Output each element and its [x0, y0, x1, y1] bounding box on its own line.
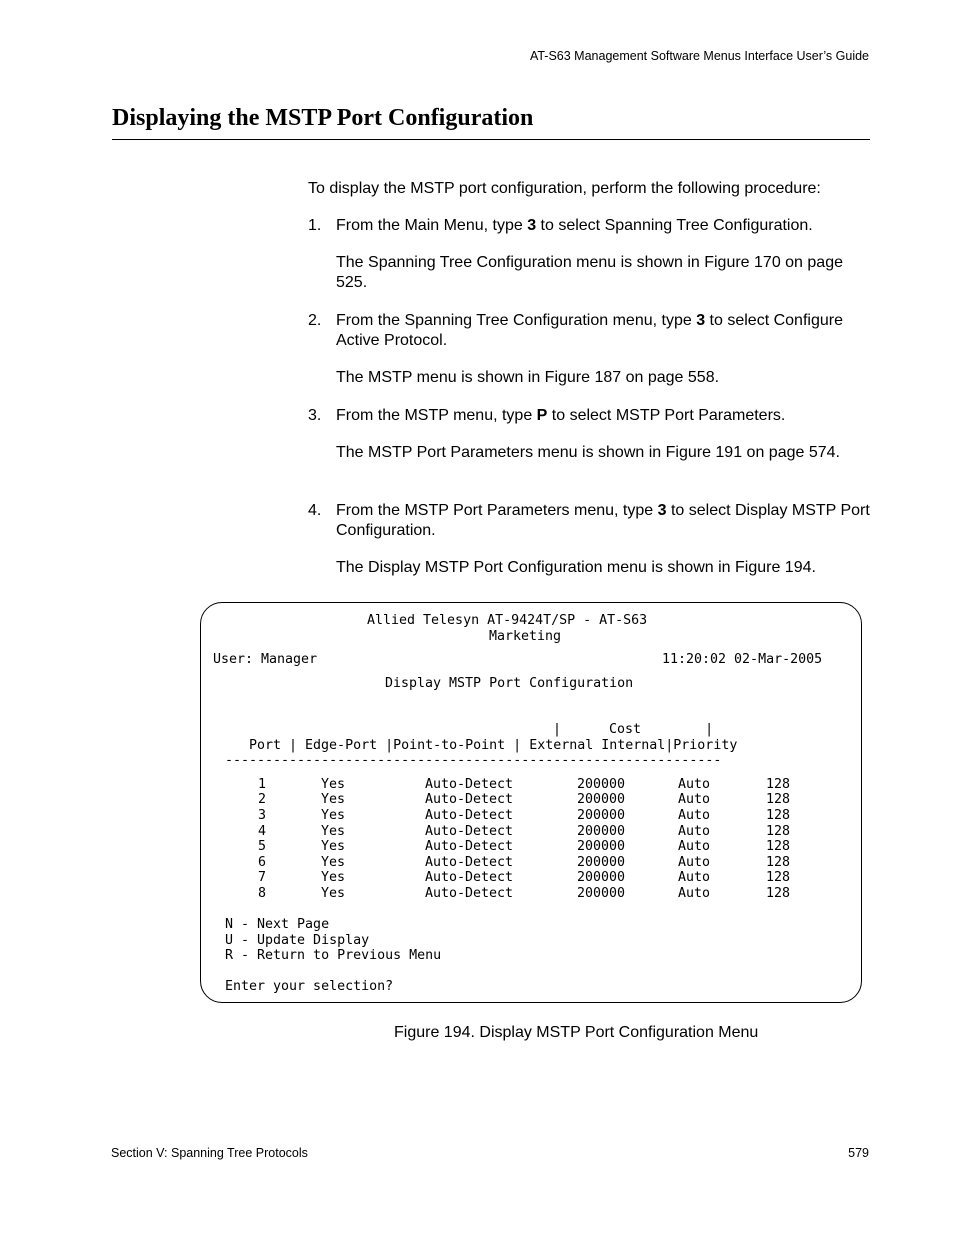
table-cell-external: 200000: [577, 792, 626, 807]
terminal-screen: [200, 602, 862, 1003]
table-cell-priority: 128: [766, 792, 791, 807]
terminal-datetime: 11:20:02 02-Mar-2005: [662, 652, 823, 667]
table-cell-edge: Yes: [321, 792, 346, 807]
table-cell-priority: 128: [766, 839, 791, 854]
intro-paragraph: To display the MSTP port configuration, perform the following procedure:: [308, 180, 821, 197]
step-number: 3.: [308, 407, 322, 424]
menu-option-next-page[interactable]: N - Next Page: [225, 917, 330, 932]
table-cell-p2p: Auto-Detect: [425, 808, 514, 823]
table-cell-p2p: Auto-Detect: [425, 839, 514, 854]
table-row: 8: [258, 886, 267, 901]
page-number: 579: [848, 1146, 869, 1160]
step-1: [308, 216, 873, 293]
step-3: [308, 406, 873, 463]
table-cell-edge: Yes: [321, 886, 346, 901]
table-row: 4: [258, 824, 267, 839]
table-row: 3: [258, 808, 267, 823]
step-number: 2.: [308, 312, 322, 329]
terminal-user: User: Manager: [213, 652, 318, 667]
table-cell-internal: Auto: [678, 855, 711, 870]
table-header-columns: Port | Edge-Port |Point-to-Point | External Internal|Priority: [249, 738, 738, 753]
table-cell-external: 200000: [577, 777, 626, 792]
table-cell-internal: Auto: [678, 777, 711, 792]
step-instruction: From the Main Menu, type 3 to select Spanning Tree Configuration.: [336, 217, 813, 234]
table-row: 1: [258, 777, 267, 792]
table-header-top: | Cost |: [553, 722, 714, 737]
table-cell-priority: 128: [766, 886, 791, 901]
table-cell-internal: Auto: [678, 870, 711, 885]
table-cell-edge: Yes: [321, 839, 346, 854]
table-cell-external: 200000: [577, 824, 626, 839]
step-number: 4.: [308, 502, 322, 519]
table-cell-priority: 128: [766, 870, 791, 885]
step-instruction: From the MSTP Port Parameters menu, type 3 to select Display MSTP Port Configuration.: [336, 502, 870, 539]
section-title: Displaying the MSTP Port Configuration: [112, 105, 534, 131]
table-cell-priority: 128: [766, 808, 791, 823]
table-cell-edge: Yes: [321, 777, 346, 792]
table-cell-edge: Yes: [321, 824, 346, 839]
table-cell-edge: Yes: [321, 870, 346, 885]
table-cell-external: 200000: [577, 886, 626, 901]
table-cell-internal: Auto: [678, 824, 711, 839]
step-2: [308, 311, 873, 388]
table-cell-p2p: Auto-Detect: [425, 824, 514, 839]
terminal-device-name: Allied Telesyn AT-9424T/SP - AT-S63: [367, 613, 648, 628]
table-cell-edge: Yes: [321, 808, 346, 823]
step-instruction: From the MSTP menu, type P to select MSTP Port Parameters.: [336, 407, 786, 424]
step-4: [308, 501, 873, 578]
step-note: The Display MSTP Port Configuration menu is shown in Figure 194.: [336, 559, 816, 576]
menu-option-update-display[interactable]: U - Update Display: [225, 933, 370, 948]
step-instruction: From the Spanning Tree Configuration menu, type 3 to select Configure Active Protocol.: [336, 312, 843, 349]
table-cell-p2p: Auto-Detect: [425, 792, 514, 807]
table-cell-external: 200000: [577, 855, 626, 870]
table-row: 5: [258, 839, 267, 854]
step-key: 3: [527, 217, 537, 234]
table-row: 2: [258, 792, 267, 807]
figure-caption: Figure 194. Display MSTP Port Configuration Menu: [394, 1024, 759, 1041]
step-note: The MSTP Port Parameters menu is shown in Figure 191 on page 574.: [336, 444, 840, 461]
step-key: 3: [657, 502, 667, 519]
selection-prompt[interactable]: Enter your selection?: [225, 979, 394, 994]
table-cell-external: 200000: [577, 808, 626, 823]
table-cell-p2p: Auto-Detect: [425, 855, 514, 870]
table-row: 6: [258, 855, 267, 870]
table-cell-internal: Auto: [678, 792, 711, 807]
table-cell-priority: 128: [766, 855, 791, 870]
terminal-location: Marketing: [489, 629, 562, 644]
step-note: The MSTP menu is shown in Figure 187 on page 558.: [336, 369, 720, 386]
terminal-screen-title: Display MSTP Port Configuration: [385, 676, 634, 691]
table-cell-priority: 128: [766, 777, 791, 792]
running-header: AT-S63 Management Software Menus Interface User’s Guide: [529, 49, 869, 63]
table-cell-priority: 128: [766, 824, 791, 839]
footer-section: Section V: Spanning Tree Protocols: [111, 1146, 308, 1160]
table-divider: --------------------------------------------------------------: [225, 753, 722, 768]
table-cell-external: 200000: [577, 839, 626, 854]
step-key: 3: [696, 312, 706, 329]
table-cell-p2p: Auto-Detect: [425, 777, 514, 792]
table-cell-external: 200000: [577, 870, 626, 885]
table-cell-internal: Auto: [678, 839, 711, 854]
table-cell-p2p: Auto-Detect: [425, 870, 514, 885]
table-row: 7: [258, 870, 267, 885]
menu-option-return[interactable]: R - Return to Previous Menu: [225, 948, 442, 963]
table-cell-internal: Auto: [678, 808, 711, 823]
title-rule: [112, 139, 870, 140]
step-note: The Spanning Tree Configuration menu is shown in Figure 170 on page 525.: [336, 254, 843, 291]
step-key: P: [536, 407, 548, 424]
table-cell-internal: Auto: [678, 886, 711, 901]
step-number: 1.: [308, 217, 322, 234]
table-cell-p2p: Auto-Detect: [425, 886, 514, 901]
table-cell-edge: Yes: [321, 855, 346, 870]
